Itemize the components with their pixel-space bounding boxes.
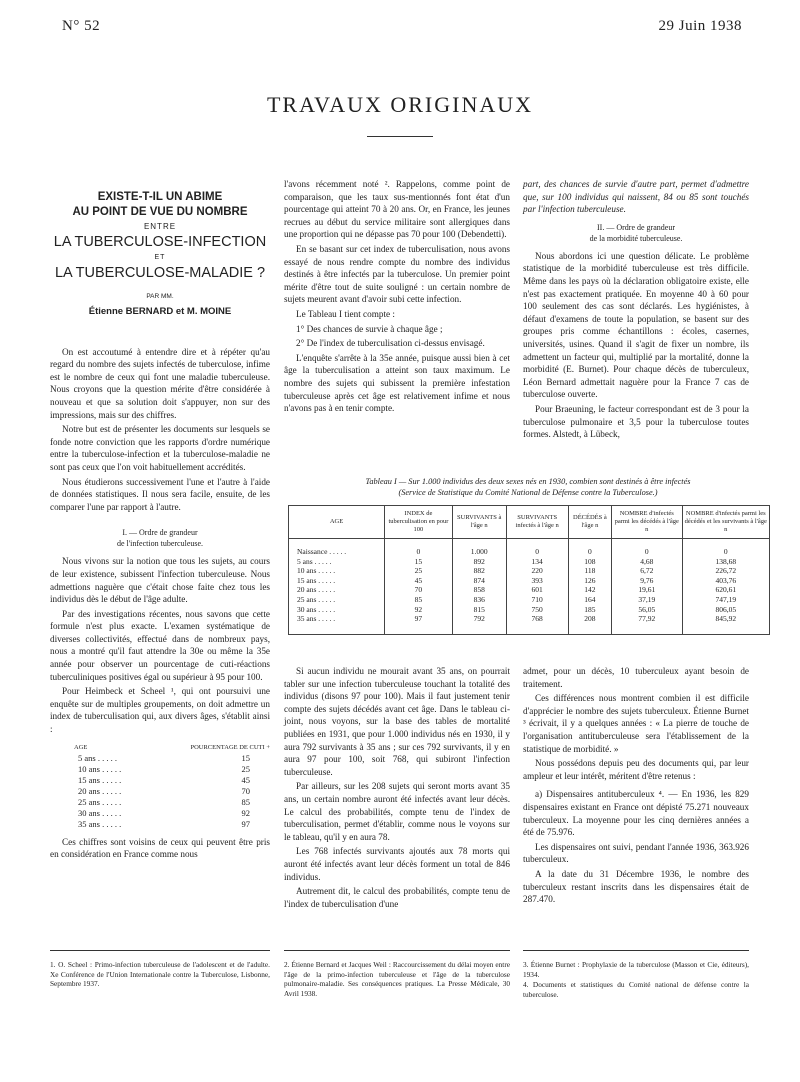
- table-row: [289, 566, 770, 576]
- table-cell: 92: [385, 605, 453, 615]
- paragraph: A la date du 31 Décembre 1936, le nombre des tuberculeux restant inscrits dans les dispensaires était de 287.470.: [523, 868, 749, 905]
- table-cell: 815: [452, 605, 506, 615]
- footnote-rule: [50, 950, 270, 951]
- pct-cell: 97: [241, 818, 250, 829]
- table-cell: 620,61: [682, 585, 769, 595]
- table-cell: 19,61: [611, 585, 682, 595]
- age-cell: 25 ans . . .: [289, 595, 385, 605]
- table-caption-line1: Tableau I — Sur 1.000 individus des deux sexes nés en 1930, combien sont destinés à être infectés: [365, 477, 691, 486]
- table-cell: 892: [452, 557, 506, 567]
- paragraph: 2° De l'index de tuberculisation ci-dessus envisagé.: [296, 338, 485, 349]
- paragraph: Pour Heimbeck et Scheel ¹, qui ont poursuivi une enquête sur de multiples groupements, on doit admettre un index de tuberculisation qui, aux divers âges, s'établit ainsi :: [50, 686, 270, 735]
- table-cell: 858: [452, 585, 506, 595]
- pct-cell: 25: [241, 763, 250, 774]
- table-cell: 56,05: [611, 605, 682, 615]
- table-cell: 4,68: [611, 557, 682, 567]
- paragraph: On est accoutumé à entendre dire et à répéter qu'au regard du nombre des sujets infectés de tuberculose, infime est le nombre de ceux qui font une maladie tuberculeuse. Nous croyons que la question mérite d'être considérée à nouveau et que sa solution doit s'appuyer, non sur des impressions, mais sur des chiffres.: [50, 346, 270, 420]
- table-cell: 710: [506, 595, 568, 605]
- paragraph: Autrement dit, le calcul des probabilités, compte tenu de l'index de tuberculisation d'une: [284, 886, 510, 909]
- paragraph: Nous abordons ici une question délicate. Le problème statistique de la morbidité tuberculeuse est très difficile. Même dans les pays où la déclaration obligatoire existe, elle n'est pas exactement pratiquée. En moyenne 40 à 60 pour 100 seulement des cas sont déclarés. Les hygiénistes, à défaut d'examens de toute la population, se basent sur des groupes pris comme échantillons : écoles, casernes, universités, usines. Quand il s'agit de fixer un nombre, ils admettent un facteur qui, multiplié par la mortalité, donne la morbidité (E. Burnet). Pour chaque décès de tuberculeux, Léon Bernard admettait naguère pour la France 7 cas de tuberculose ouverte.: [523, 250, 749, 400]
- column-3-bottom: [523, 665, 749, 940]
- table-caption: [278, 476, 778, 498]
- table-cell: 393: [506, 576, 568, 586]
- table-cell: 118: [568, 566, 611, 576]
- age-cell: 15 ans . . .: [289, 576, 385, 586]
- pct-cell: 45: [241, 774, 250, 785]
- article-par: PAR MM.: [146, 293, 174, 300]
- section-1-line2: de l'infection tuberculeuse.: [116, 539, 204, 549]
- paragraph: Par des investigations récentes, nous savons que cette formule n'est plus exacte. L'examen systématique de diverses collectivités, effectué dans de nombreux pays, nous a montré qu'il faut attendre la 30e ou même la 35e année pour observer un pourcentage de cuti-réactions tuberculiniques positives égal ou supérieur à 95 pour 100.: [50, 608, 270, 682]
- table-cell: 601: [506, 585, 568, 595]
- table-header: SURVIVANTS infectés à l'âge n: [506, 506, 568, 539]
- age-cell: 35 ans . . .: [289, 614, 385, 634]
- table-row: [289, 605, 770, 615]
- column-3-top: [523, 178, 749, 468]
- paragraph: Les dispensaires ont suivi, pendant l'année 1936, 363.926 tuberculeux.: [523, 841, 749, 865]
- table-cell: 108: [568, 557, 611, 567]
- paragraph: part, des chances de survie d'autre part, permet d'admettre que, sur 100 individus qui naissent, 84 ou 85 sont touchés par l'infection tuberculeuse.: [523, 179, 749, 215]
- age-cell: 10 ans . . .: [289, 566, 385, 576]
- article-title-entre: ENTRE: [143, 222, 177, 231]
- issue-date: 29 Juin 1938: [658, 18, 742, 34]
- table-cell: 792: [452, 614, 506, 634]
- table-cell: 25: [385, 566, 453, 576]
- column-1: [50, 190, 270, 950]
- column-2-bottom: [284, 665, 510, 940]
- paragraph: Ces chiffres sont voisins de ceux qui peuvent être pris en considération en France comme nous: [50, 836, 270, 860]
- table-cell: 768: [506, 614, 568, 634]
- table-cell: 77,92: [611, 614, 682, 634]
- paragraph: Nous vivons sur la notion que tous les sujets, au cours de leur existence, subissent l'infection tuberculeuse. Nous admettions naguère que c'était chose faite chez tous les individus dès le début de l'âge adulte.: [50, 556, 270, 605]
- table-cell: 6,72: [611, 566, 682, 576]
- paragraph: 1° Des chances de survie à chaque âge ;: [296, 323, 443, 334]
- table-cell: 806,05: [682, 605, 769, 615]
- paragraph: Pour Braeuning, le facteur correspondant est de 3 pour la tuberculose pulmonaire et 3,5 pour la tuberculose toutes formes. Alstedt, à Lübeck,: [523, 403, 749, 440]
- tuberculosis-table: [288, 505, 770, 635]
- age-cell: 35 ans . . .: [50, 819, 154, 830]
- table-cell: 836: [452, 595, 506, 605]
- table-row: [289, 595, 770, 605]
- article-title-line2: AU POINT DE VUE DU NOMBRE: [72, 206, 248, 218]
- section-2-heading: [523, 222, 749, 244]
- table-cell: 403,76: [682, 576, 769, 586]
- table-cell: 45: [385, 576, 453, 586]
- table-cell: 1.000: [452, 539, 506, 557]
- article-title-line3: LA TUBERCULOSE-INFECTION: [53, 234, 267, 250]
- paragraph: admet, pour un décès, 10 tuberculeux ayant besoin de traitement.: [523, 666, 749, 689]
- table-cell: 220: [506, 566, 568, 576]
- paragraph: Le Tableau I tient compte :: [296, 308, 395, 319]
- table-cell: 0: [611, 539, 682, 557]
- footnote-3: 3. Étienne Burnet : Prophylaxie de la tuberculose (Masson et Cie, éditeurs), 1934.: [523, 960, 749, 979]
- table-header: NOMBRE d'infectés parmi les décédés et les survivants à l'âge n: [682, 506, 769, 539]
- table-cell: 142: [568, 585, 611, 595]
- pct-header: POURCENTAGE DE CUTI +: [190, 743, 270, 751]
- age-cell: 20 ans . . .: [50, 786, 154, 797]
- page-title: TRAVAUX ORIGINAUX: [266, 92, 534, 117]
- table-cell: 126: [568, 576, 611, 586]
- table-cell: 9,76: [611, 576, 682, 586]
- article-title-line4: LA TUBERCULOSE-MALADIE ?: [54, 265, 266, 281]
- table-row: [289, 557, 770, 567]
- table-cell: 15: [385, 557, 453, 567]
- pct-cell: 70: [241, 785, 250, 796]
- table-cell: 134: [506, 557, 568, 567]
- paragraph: En se basant sur cet index de tuberculisation, nous avons essayé de nous rendre compte du nombre des individus destinés à être infectés par la tuberculose. Un premier point mérite d'être tout de suite souligné : un certain nombre de sujets meurent avant d'avoir subi cette infection.: [284, 243, 510, 305]
- table-header: SURVIVANTS à l'âge n: [452, 506, 506, 539]
- title-rule: [367, 136, 433, 137]
- paragraph: Si aucun individu ne mourait avant 35 ans, on pourrait tabler sur une infection tuberculeuse touchant la totalité des individus (disons 97 pour 100). Mais il faut justement tenir compte des sujets décédés avant cet âge. Dans le tableau ci-joint, nous voyons, sur la base des tables de mortalité publiées en 1931, que pour 1.000 individus nés en 1930, il y aura 792 survivants à 35 ans ; sur ces 792 survivants, il y en aura 97 pour 100, soit 768, qui subiront l'infection tuberculeuse.: [284, 666, 510, 777]
- article-authors: Étienne BERNARD et M. MOINE: [88, 305, 232, 317]
- pct-cell: 85: [241, 796, 250, 807]
- article-title-et: ET: [154, 254, 166, 261]
- paragraph: Ces différences nous montrent combien il est difficile d'apprécier le nombre des sujets tuberculeux. Étienne Burnet ³ écrivait, il y a quelques années : « La pierre de touche de l'organisation antituberculeuse sera l'établissement de la statistique de morbidité. »: [523, 693, 749, 754]
- age-cell: 15 ans . . .: [50, 775, 154, 786]
- paragraph: Les 768 infectés survivants ajoutés aux 78 morts qui auront été infectés avant leur décès forment un total de 846 individus.: [284, 846, 510, 882]
- age-cell: 10 ans . . .: [50, 764, 154, 775]
- footnote-4: 4. Documents et statistiques du Comité national de défense contre la tuberculose.: [523, 980, 749, 999]
- table-cell: 0: [506, 539, 568, 557]
- table-cell: 0: [682, 539, 769, 557]
- section-1-heading: [50, 527, 270, 549]
- column-2-top: [284, 178, 510, 468]
- pct-cell: 15: [241, 752, 250, 763]
- paragraph: Nous étudierons successivement l'une et l'autre à l'aide de données statistiques. Il nous sera facile, ensuite, de les comparer l'une par rapport à l'autre.: [50, 476, 270, 512]
- section-1-line1: I. — Ordre de grandeur: [122, 528, 198, 538]
- table-row: [289, 585, 770, 595]
- paragraph: Nous possédons depuis peu des documents qui, par leur ampleur et leur intérêt, méritent d'être retenus :: [523, 758, 749, 781]
- table-cell: 185: [568, 605, 611, 615]
- table-cell: 138,68: [682, 557, 769, 567]
- table-cell: 747,19: [682, 595, 769, 605]
- footnote-rule: [284, 950, 510, 951]
- article-title-line1: EXISTE-T-IL UN ABIME: [97, 191, 223, 203]
- table-header: DÉCÉDÉS à l'âge n: [568, 506, 611, 539]
- table-row: [289, 539, 770, 557]
- paragraph: a) Dispensaires antituberculeux ⁴. — En 1936, les 829 dispensaires existant en France ont dépisté 75.271 nouveaux tuberculeux. La moyenne pour les cinq dernières années a été de 75.976.: [523, 789, 749, 838]
- footnote-1: 1. O. Scheel : Primo-infection tuberculeuse de l'adolescent et de l'adulte. Xe Conférence de l'Union Internationale contre la Tuberculose, Lisbonne, Septembre 1937.: [50, 960, 270, 988]
- age-header: AGE: [74, 743, 88, 751]
- table-cell: 164: [568, 595, 611, 605]
- footnote-2: 2. Étienne Bernard et Jacques Weil : Raccourcissement du délai moyen entre l'âge de la primo-infection tuberculeuse et l'âge de la tuberculose pulmonaire-maladie. Ses conséquences pratiques. La Presse Médicale, 30 Avril 1938.: [284, 960, 510, 998]
- pct-cell: 92: [241, 807, 250, 818]
- paragraph: Notre but est de présenter les documents sur lesquels se fonde notre conviction que les rapports d'ordre numérique entre la tuberculose-infection et la tuberculose-maladie ne sont pas ceux que l'on voit habituellement accrédités.: [50, 424, 270, 472]
- age-cell: 30 ans . . .: [289, 605, 385, 615]
- table-cell: 97: [385, 614, 453, 634]
- table-cell: 750: [506, 605, 568, 615]
- footnote-rule: [523, 950, 749, 951]
- section-2-line2: de la morbidité tuberculeuse.: [589, 233, 683, 243]
- paragraph: Par ailleurs, sur les 208 sujets qui seront morts avant 35 ans, un certain nombre auront été infectés avant leur décès. Le calcul des probabilités, compte tenu de l'index de tuberculisation, permet d'établir, comme nous le voyons sur le tableau, qu'il y en aura 78.: [284, 781, 510, 842]
- table-caption-line2: (Service de Statistique du Comité National de Défense contre la Tuberculose.): [398, 488, 658, 497]
- issue-number: N° 52: [62, 18, 101, 34]
- paragraph: l'avons récemment noté ². Rappelons, comme point de comparaison, que les taux sus-mentionnés font état d'un pourcentage qui atteint 70 à 20 ans. Or, en France, les jeunes recrues au début du service militaire sont allergiques dans une proportion qui ne dépasse pas 70 pour 100 (Debendetti).: [284, 179, 510, 240]
- table-cell: 37,19: [611, 595, 682, 605]
- table-cell: 0: [568, 539, 611, 557]
- table-cell: 226,72: [682, 566, 769, 576]
- age-cell: Naissance . . .: [289, 539, 385, 557]
- table-header: AGE: [289, 506, 385, 539]
- table-cell: 70: [385, 585, 453, 595]
- table-cell: 882: [452, 566, 506, 576]
- age-index-table: [50, 742, 270, 830]
- age-cell: 25 ans . . .: [50, 797, 154, 808]
- age-cell: 20 ans . . .: [289, 585, 385, 595]
- table-header: INDEX de tuberculisation en pour 100: [385, 506, 453, 539]
- table-cell: 845,92: [682, 614, 769, 634]
- age-cell: 5 ans . . .: [289, 557, 385, 567]
- age-cell: 30 ans . . .: [50, 808, 154, 819]
- paragraph: L'enquête s'arrête à la 35e année, puisque aussi bien à cet âge la tuberculisation a atteint son taux maximum. Le nombre des sujets qui subissent la première infestation tuberculeuse après cet âge est relativement infime et nous n'avons pas à en tenir compte.: [284, 352, 510, 414]
- table-cell: 0: [385, 539, 453, 557]
- table-cell: 874: [452, 576, 506, 586]
- table-cell: 208: [568, 614, 611, 634]
- table-cell: 85: [385, 595, 453, 605]
- table-row: [289, 614, 770, 634]
- age-cell: 5 ans . . .: [50, 753, 154, 764]
- table-row: [289, 576, 770, 586]
- section-2-line1: II. — Ordre de grandeur: [597, 222, 675, 232]
- table-header: NOMBRE d'infectés parmi les décédés à l'âge n: [611, 506, 682, 539]
